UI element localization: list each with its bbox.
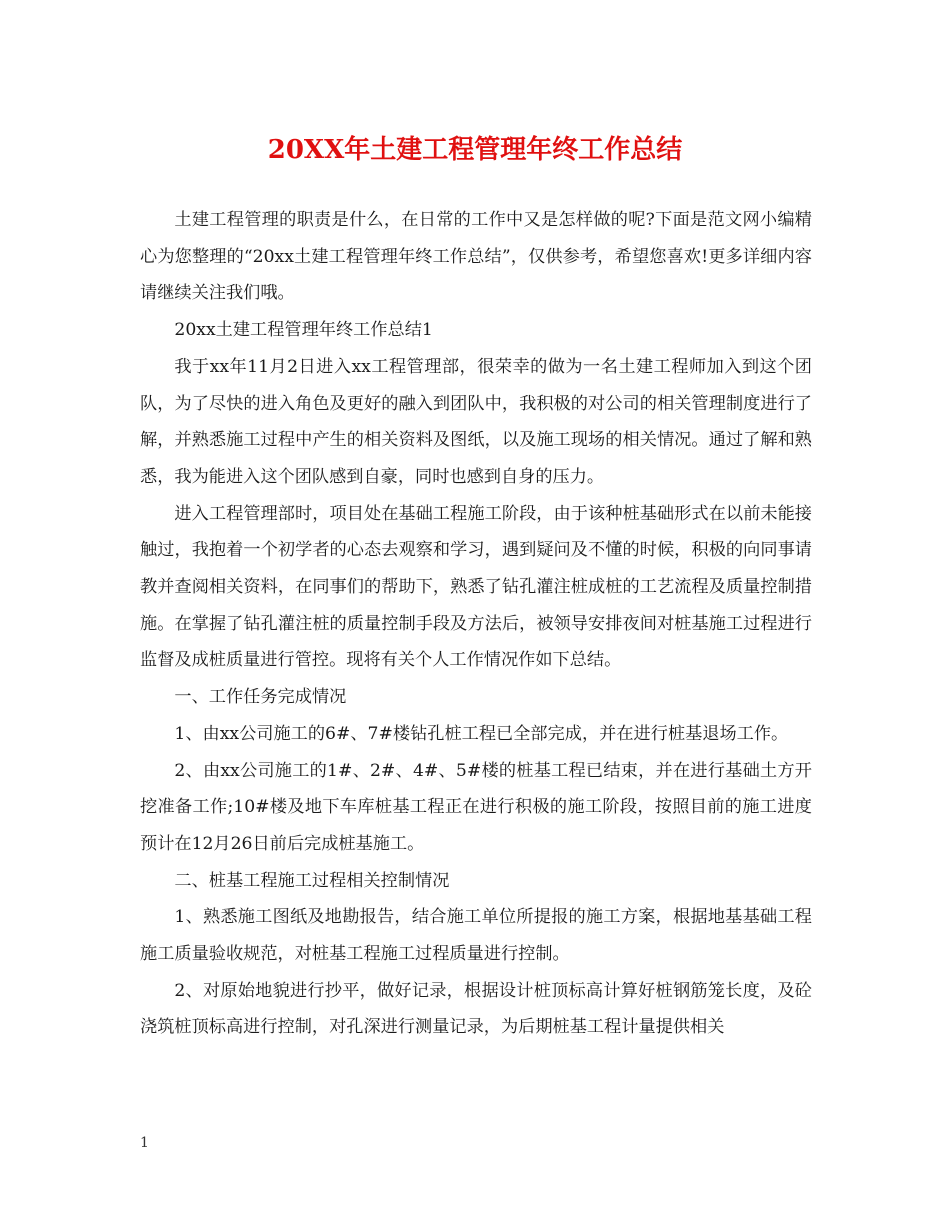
- paragraph-joining: 我于xx年11月2日进入xx工程管理部，很荣幸的做为一名土建工程师加入到这个团队，为了尽快的进入角色及更好的融入到团队中，我积极的对公司的相关管理制度进行了解，并熟悉施工过程中产生的相关资料及图纸，以及施工现场的相关情况。通过了解和熟悉，我为能进入这个团队感到自豪，同时也感到自身的压力。: [140, 356, 812, 487]
- paragraph-foundation-stage: 进入工程管理部时，项目处在基础工程施工阶段，由于该种桩基础形式在以前未能接触过，我抱着一个初学者的心态去观察和学习，遇到疑问及不懂的时候，积极的向同事请教并查阅相关资料，在同事们的帮助下，熟悉了钻孔灌注桩成桩的工艺流程及质量控制措施。在掌握了钻孔灌注桩的质量控制手段及方法后，被领导安排夜间对桩基施工过程进行监督及成桩质量进行管控。现将有关个人工作情况作如下总结。: [140, 503, 812, 671]
- section-heading-task-completion: 一、工作任务完成情况: [174, 687, 347, 708]
- list-item-control-1: 1、熟悉施工图纸及地勘报告，结合施工单位所提报的施工方案，根据地基基础工程施工质量验收规范，对桩基工程施工过程质量进行控制。: [140, 907, 812, 965]
- list-item-task-1: 1、由xx公司施工的6#、7#楼钻孔桩工程已全部完成，并在进行桩基退场工作。: [174, 723, 789, 744]
- document-body: [140, 202, 812, 1046]
- list-item-control-2: 2、对原始地貌进行抄平，做好记录，根据设计桩顶标高计算好桩钢筋笼长度，及砼浇筑桩顶标高进行控制，对孔深进行测量记录，为后期桩基工程计量提供相关: [140, 980, 812, 1038]
- section-heading-pile-control: 二、桩基工程施工过程相关控制情况: [174, 870, 450, 891]
- document-title: 20XX年土建工程管理年终工作总结: [267, 135, 683, 165]
- page-number: 1: [140, 1135, 149, 1151]
- section-heading-summary-1: 20xx土建工程管理年终工作总结1: [174, 320, 433, 341]
- paragraph-intro: 土建工程管理的职责是什么，在日常的工作中又是怎样做的呢?下面是范文网小编精心为您整理的“20xx土建工程管理年终工作总结”，仅供参考，希望您喜欢!更多详细内容请继续关注我们哦。: [140, 210, 812, 304]
- list-item-task-2: 2、由xx公司施工的1#、2#、4#、5#楼的桩基工程已结束，并在进行基础土方开挖准备工作;10#楼及地下车库桩基工程正在进行积极的施工阶段，按照目前的施工进度预计在12月26日前后完成桩基施工。: [140, 760, 812, 854]
